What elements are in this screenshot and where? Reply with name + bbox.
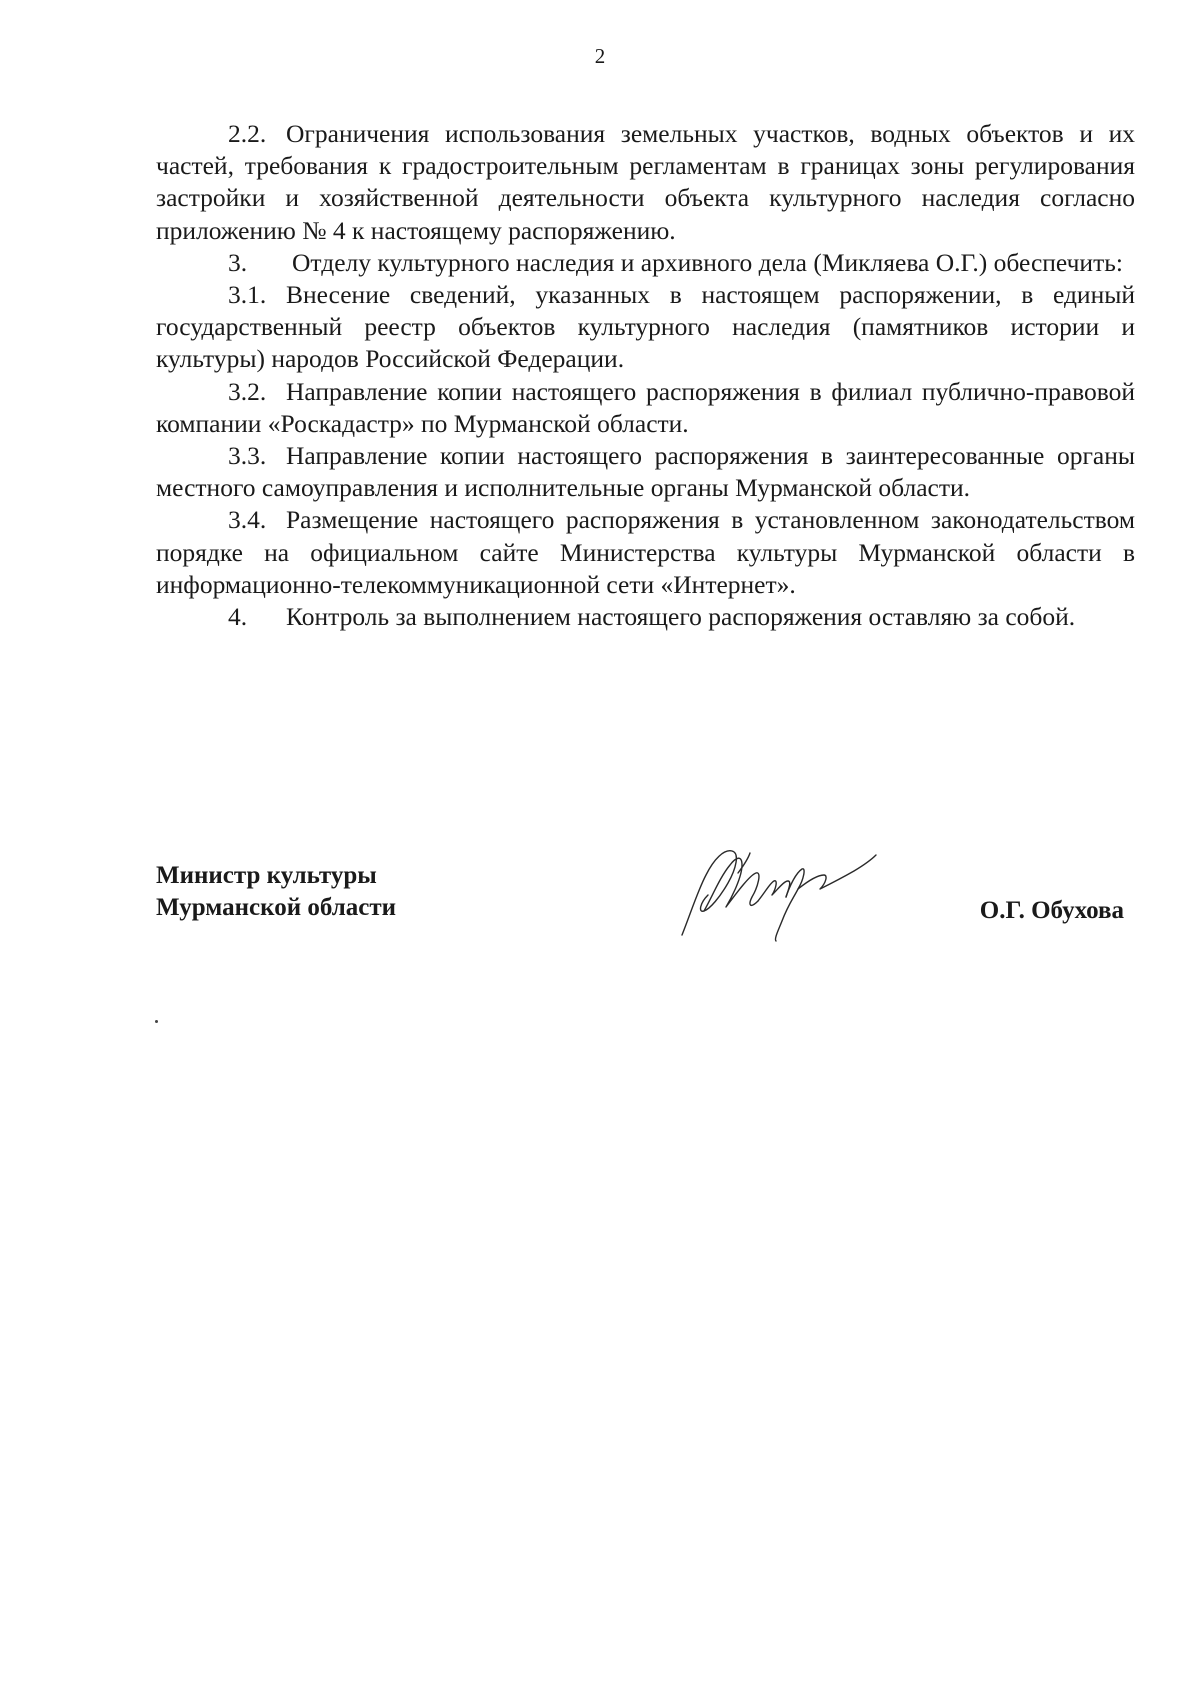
page-number: 2 [594,44,606,68]
paragraph-4 [156,601,1135,633]
paragraph-text: Внесение сведений, указанных в настоящем распоряжении, в единый государственный реестр объектов культурного наследия (памятников истории и культуры) народов Российской Федерации. [156,280,1135,374]
signatory-position-line1: Министр культуры [156,862,377,889]
paragraph-text: Направление копии настоящего распоряжения в заинтересованные органы местного самоуправления и исполнительные органы Мурманской области. [156,441,1135,503]
signatory-name: О.Г. Обухова [979,897,1124,924]
paragraph-text: Ограничения использования земельных участков, водных объектов и их частей, требования к градостроительным регламентам в границах зоны регулирования застройки и хозяйственной деятельности объекта культурного наследия согласно приложению № 4 к настоящему распоряжению. [156,119,1135,245]
paragraph-3-2 [156,376,1135,440]
document-body [156,118,1135,633]
handwritten-signature [678,835,878,943]
scan-speck [155,1020,158,1023]
paragraph-text: Размещение настоящего распоряжения в установленном законодательством порядке на официальном сайте Министерства культуры Мурманской области в информационно-телекоммуникационной сети «Интернет». [156,505,1135,599]
paragraph-number: 3.1. [228,280,267,310]
paragraph-number: 3.3. [228,441,267,471]
paragraph-number: 3.2. [228,376,267,406]
paragraph-number: 3. [228,247,248,277]
paragraph-2-2 [156,118,1135,247]
paragraph-3-1 [156,279,1135,376]
signatory-position [156,860,396,924]
paragraph-text: Направление копии настоящего распоряжения в филиал публично-правовой компании «Роскадастр» по Мурманской области. [156,376,1135,438]
signatory-position-line2: Мурманской области [156,894,397,921]
paragraph-number: 2.2. [228,119,267,148]
paragraph-number: 4. [228,602,248,632]
paragraph-text: Контроль за выполнением настоящего распоряжения оставляю за собой. [286,602,1076,632]
paragraph-3 [156,247,1135,279]
paragraph-number: 3.4. [228,505,267,535]
paragraph-text: Отделу культурного наследия и архивного дела (Микляева О.Г.) обеспечить: [292,247,1123,277]
paragraph-3-4 [156,504,1135,601]
paragraph-3-3 [156,440,1135,504]
